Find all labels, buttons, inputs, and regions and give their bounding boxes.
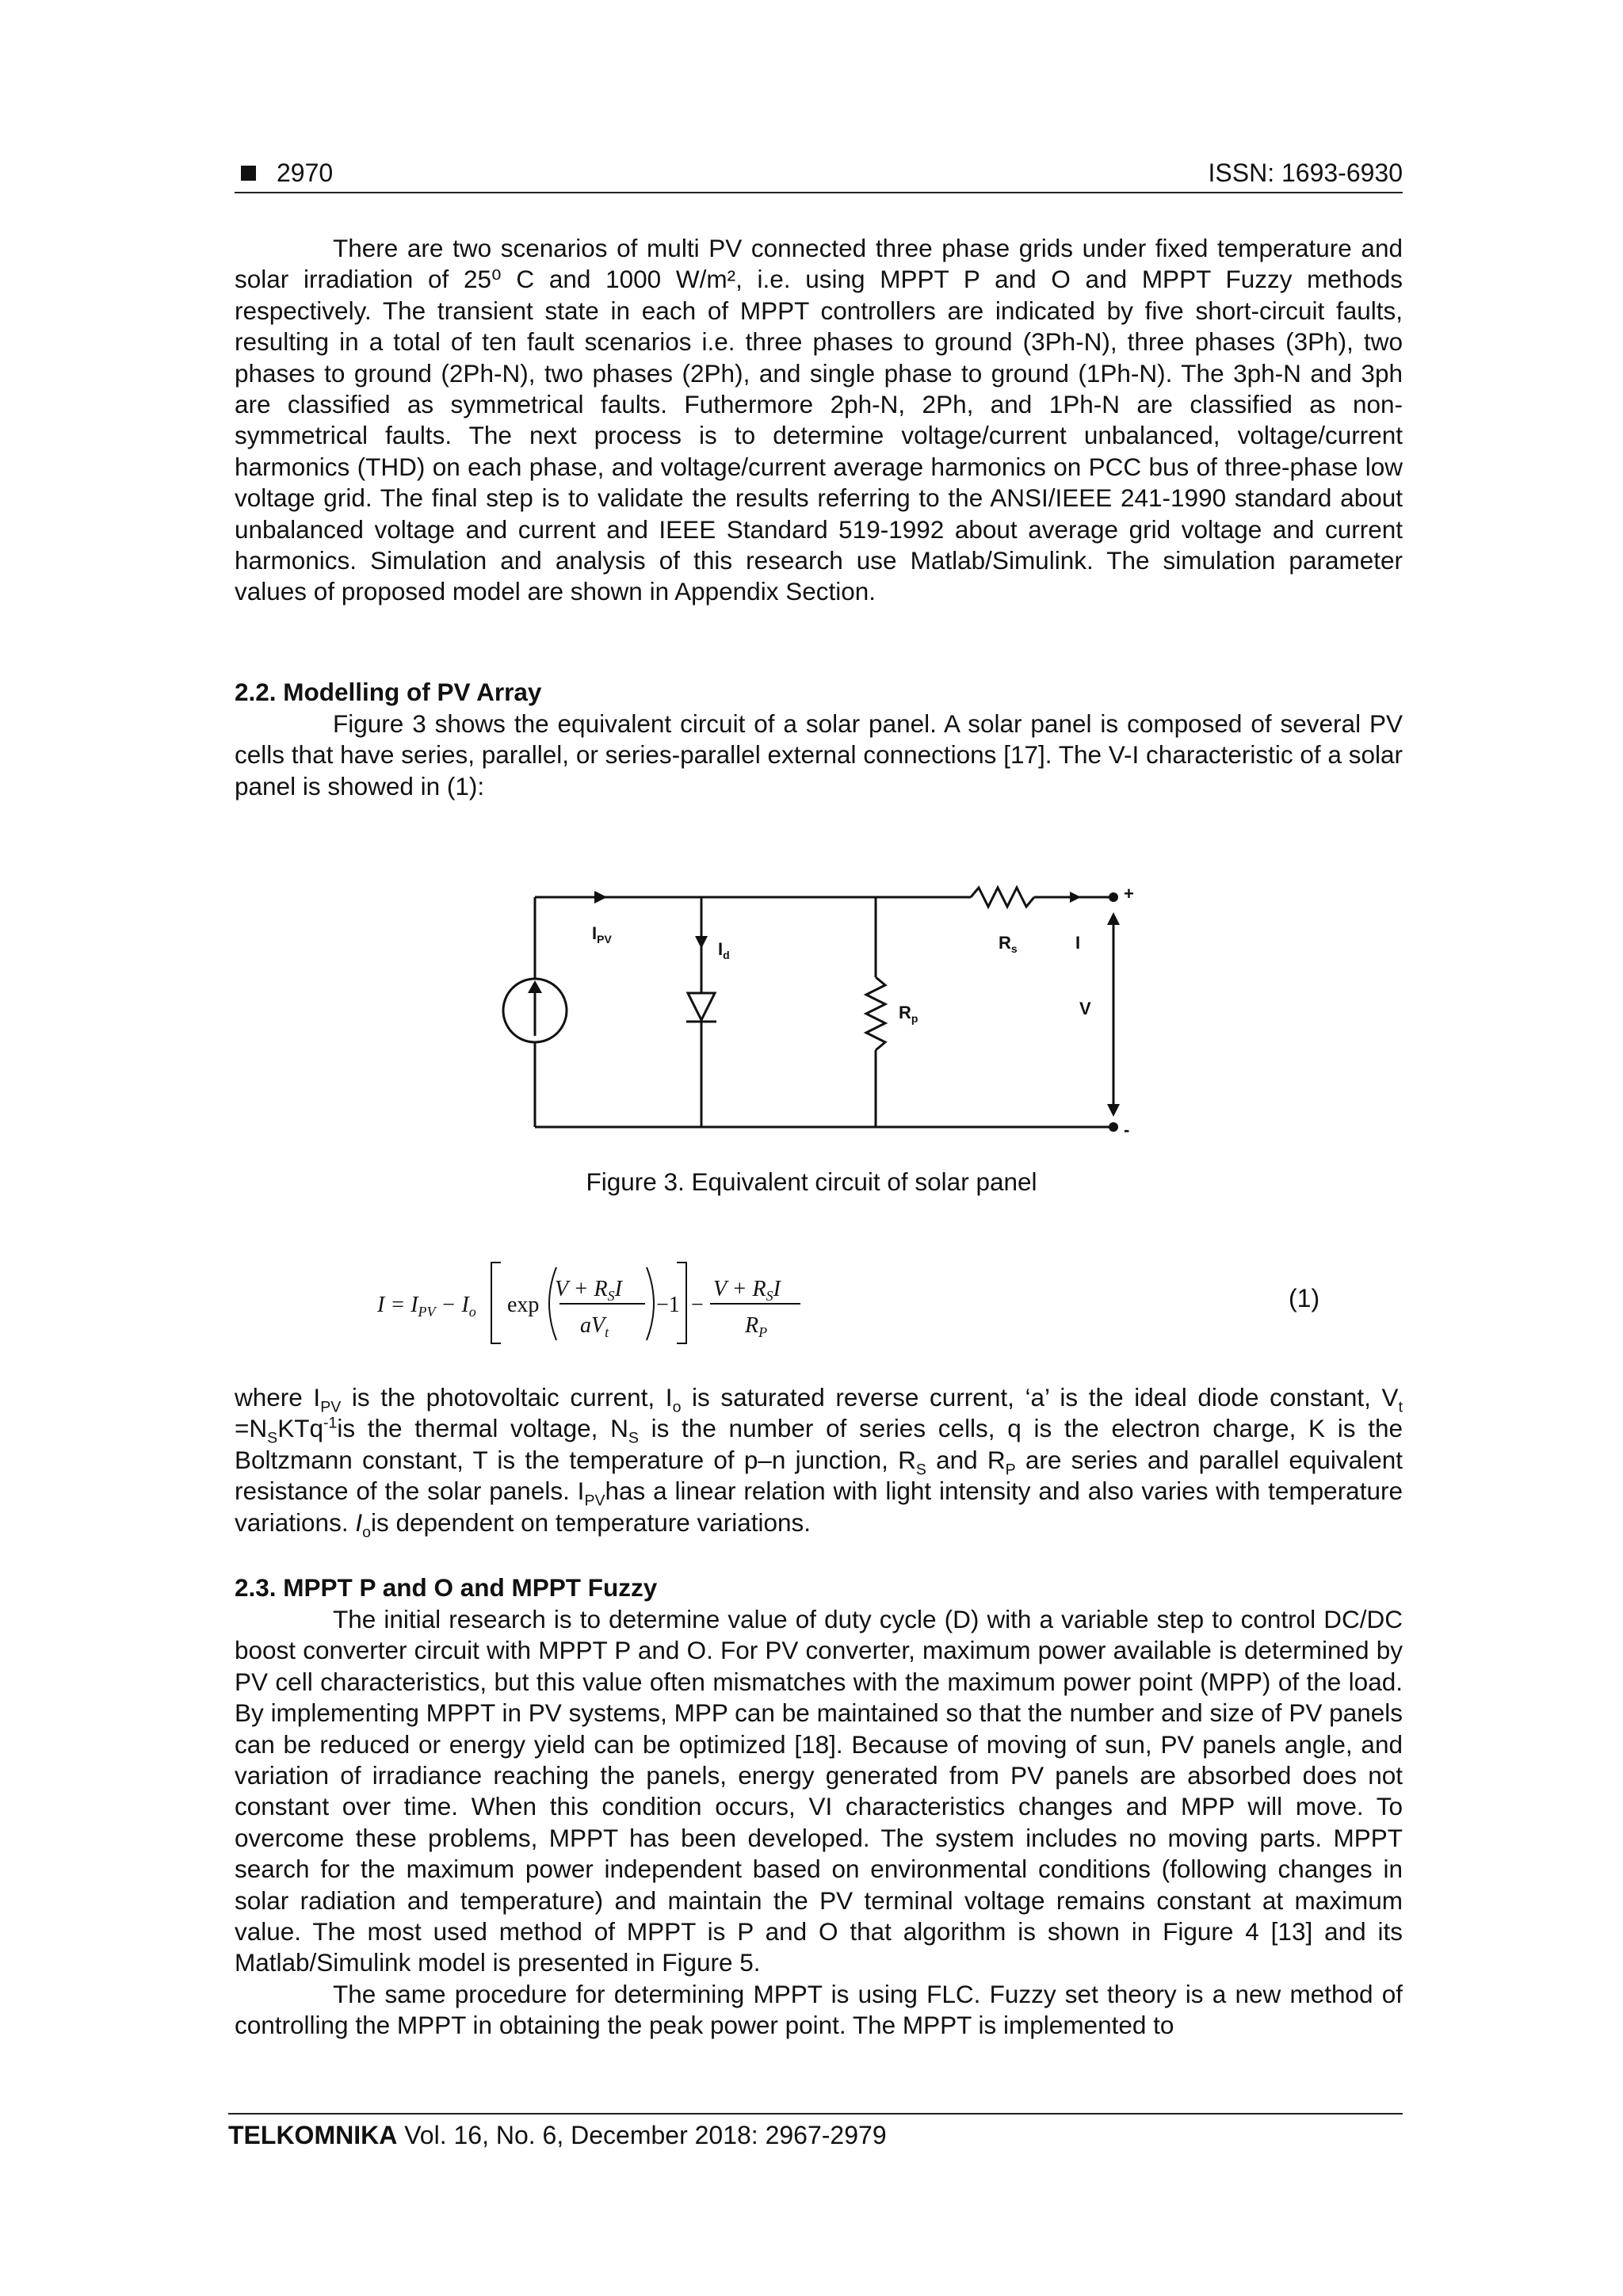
eq-num1: $V + R_SI$ [555, 1277, 622, 1304]
eq-exp: exp [507, 1293, 540, 1317]
paragraph-1: There are two scenarios of multi PV connected three phase grids under fixed temperature and solar irradiation of 25⁰ C and 1000 W/m², i.e. using MPPT P and O and MPPT Fuzzy methods respectively. The transient state in each of MPPT controllers are indicated by five short-circuit faults, resulting in a total of ten fault scenarios i.e. three phases to ground (3Ph-N), three phases (3Ph), two phases to ground (2Ph-N), two phases (2Ph), and single phase to ground (1Ph-N). The 3ph-N and 3ph are classified as symmetrical faults. Futhermore 2ph-N, 2Ph, and 1Ph-N are classified as non-symmetrical faults. The next process is to determine voltage/current unbalanced, voltage/current harmonics (THD) on each phase, and voltage/current average harmonics on PCC bus of three-phase low voltage grid. The final step is to validate the results referring to the ANSI/IEEE 241-1990 standard about unbalanced voltage and current and IEEE Standard 519-1992 about average grid voltage and current harmonics. Simulation and analysis of this research use Matlab/Simulink. The simulation parameter values of proposed model are shown in Appendix Section. [235, 234, 1403, 606]
left-bracket [491, 1263, 501, 1343]
paragraph-4: The initial research is to determine value of duty cycle (D) with a variable step to control DC/DC boost converter circuit with MPPT P and O. For PV converter, maximum power available is determined by PV cell characteristics, but this value often mismatches with the maximum power point (MPP) of the load. By implementing MPPT in PV systems, MPP can be maintained so that the number and size of PV panels can be reduced or energy yield can be optimized [18]. Because of moving of sun, PV panels angle, and variation of irradiance reaching the panels, energy generated from PV panels are absorbed does not constant over time. When this condition occurs, VI characteristics changes and MPP will move. To overcome these problems, MPPT has been developed. The system includes no moving parts. MPPT search for the maximum power independent based on environmental conditions (following changes in solar radiation and temperature) and maintain the PV terminal voltage remains constant at maximum value. The most used method of MPPT is P and O that algorithm is shown in Figure 4 [13] and its Matlab/Simulink model is presented in Figure 5. [235, 1605, 1403, 1977]
paragraph-scenarios [235, 233, 1403, 608]
paragraph-3: where $I_{PV}$ is the photovoltaic current, $I_o$ is saturated reverse current, ‘a’ is the ideal diode constant, $V_t =N_SKTq^{-1}is$ the thermal voltage, $N_S$ is the number of series cells, q is the electron charge, K is the Boltzmann constant, T is the temperature of p–n junction, $R_S$ and $R_P$ are series and parallel equivalent resistance of the solar panels. $I_{PV}has$ a linear relation with light intensity and also varies with temperature variations. $I_ois$ dependent on temperature variations. [235, 1383, 1403, 1541]
v-arrow-up-icon [1107, 912, 1120, 925]
page-header [235, 154, 1403, 193]
paragraph-5: The same procedure for determining MPPT is using FLC. Fuzzy set theory is a new method of controlling the MPPT in obtaining the peak power point. The MPPT is implemented to [235, 1979, 1403, 2040]
eq-num2: $V + R_SI$ [713, 1277, 781, 1304]
paragraph-2: Figure 3 shows the equivalent circuit of a solar panel. A solar panel is composed of several PV cells that have series, parallel, or series-parallel external connections [17]. The V-I characteristic of a solar panel is showed in (1): [235, 709, 1403, 800]
positive-terminal-icon [1109, 892, 1118, 902]
label-rp: $R_p$ [899, 1003, 918, 1025]
section-heading-2-3: 2.3. MPPT P and O and MPPT Fuzzy [235, 1573, 658, 1602]
id-arrow-icon [695, 936, 708, 949]
paragraph-modelling [235, 709, 1403, 802]
eq-den1: $aV_t$ [580, 1313, 609, 1340]
journal-info: Vol. 16, No. 6, December 2018: 2967-2979 [397, 2121, 887, 2149]
paragraph-where [235, 1382, 1403, 1541]
label-plus: + [1124, 884, 1134, 904]
journal-name: TELKOMNIKA [228, 2121, 398, 2149]
paragraph-mppt [235, 1604, 1403, 2042]
page-footer [228, 2113, 1403, 2151]
label-rs: $R_s$ [999, 933, 1018, 955]
eq-lhs: $I = I_{PV} - I_o$ [377, 1293, 476, 1320]
label-id: $I_d$ [718, 939, 730, 961]
label-ipv: $I_{PV}$ [592, 923, 612, 946]
page-number: 2970 [277, 159, 334, 187]
output-arrow-icon [1070, 892, 1081, 903]
figure-caption: Figure 3. Equivalent circuit of solar panel [586, 1167, 1037, 1196]
issn: ISSN: 1693-6930 [1208, 159, 1403, 187]
equation-1 [372, 1256, 816, 1351]
label-minus: - [1124, 1120, 1130, 1140]
ipv-arrow-icon [594, 891, 607, 904]
source-arrow-icon [528, 980, 542, 993]
eq-minus: − [691, 1293, 704, 1317]
v-arrow-down-icon [1107, 1104, 1120, 1117]
square-bullet-icon [241, 166, 256, 181]
eq-minus-one: −1 [656, 1293, 680, 1317]
label-i: I [1075, 933, 1081, 953]
equivalent-circuit-figure [475, 860, 1157, 1145]
label-v: V [1079, 999, 1091, 1018]
eq-den2: $R_P$ [745, 1313, 768, 1340]
section-heading-2-2: 2.2. Modelling of PV Array [235, 678, 542, 706]
right-paren [647, 1267, 654, 1340]
page-number-block [235, 154, 333, 192]
negative-terminal-icon [1109, 1122, 1118, 1132]
equation-number: (1) [1289, 1284, 1320, 1312]
